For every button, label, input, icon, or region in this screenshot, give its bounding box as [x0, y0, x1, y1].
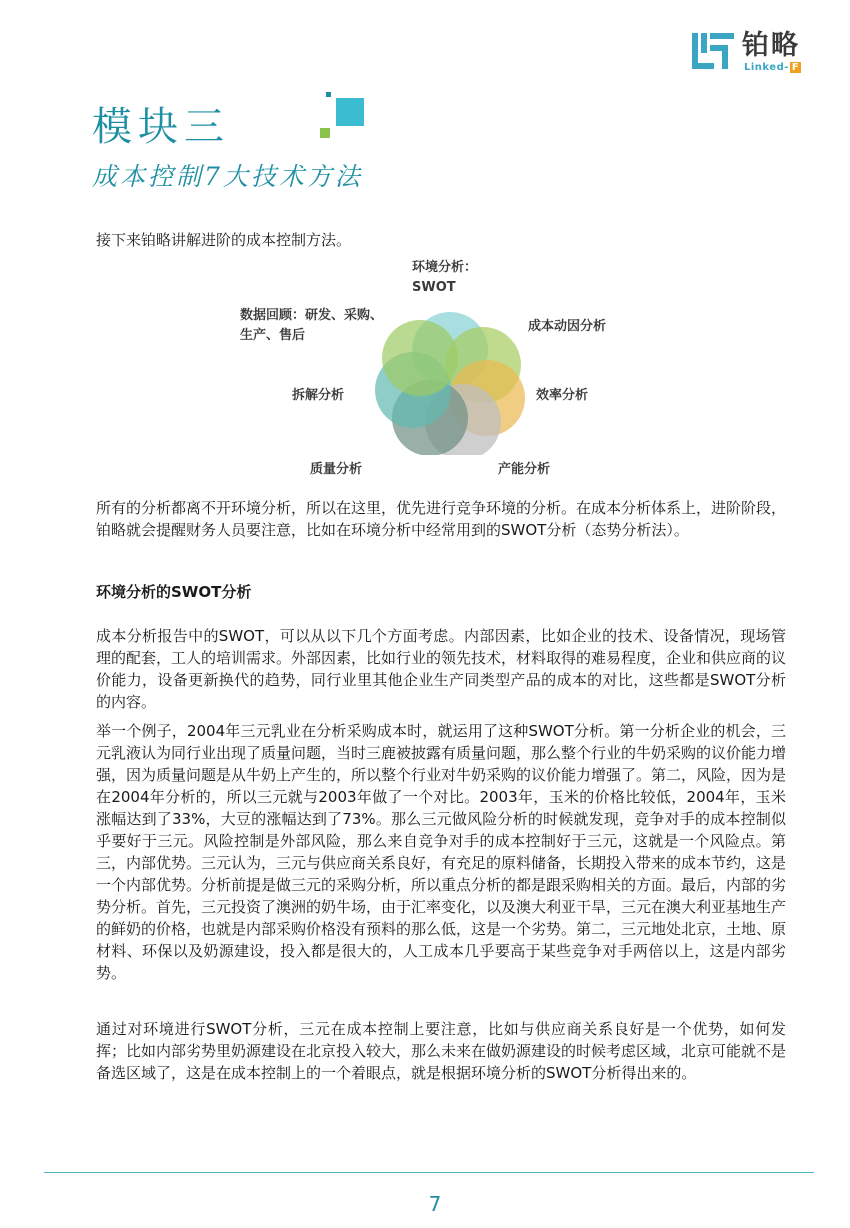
cost-analysis-diagram	[230, 255, 650, 490]
logo-subtitle: Linked- F	[744, 62, 800, 73]
diagram-label-efficiency: 效率分析	[536, 388, 589, 403]
paragraph-4: 通过对环境进行SWOT分析，三元在成本控制上要注意，比如与供应商关系良好是一个优势，如何发挥；比如内部劣势里奶源建设在北京投入较大，那么未来在做奶源建设的时候考虑区域，北京可能就不是备选区域了，这是在成本控制上的一个着眼点，就是根据环境分析的SWOT分析得出来的。	[96, 1020, 787, 1082]
paragraph-2: 成本分析报告中的SWOT，可以从以下几个方面考虑。内部因素，比如企业的技术、设备情况，现场管理的配套，工人的培训需求。外部因素，比如行业的领先技术，材料取得的难易程度，企业和供应商的议价能力，设备更新换代的趋势，同行业里其他企业生产同类型产品的成本的对比，这些都是SWOT分析的内容。	[96, 627, 787, 711]
diagram-label-cost-driver: 成本动因分析	[528, 319, 607, 334]
paragraph-1: 所有的分析都离不开环境分析，所以在这里，优先进行竞争环境的分析。在成本分析体系上，进阶阶段，铂略就会提醒财务人员要注意，比如在环境分析中经常用到的SWOT分析（态势分析法）。	[96, 499, 787, 539]
diagram-label-data-review: 数据回顾：研发、采购、 生产、售后	[240, 308, 384, 343]
page-number: 7	[428, 1192, 442, 1216]
diagram-label-breakdown: 拆解分析	[292, 388, 345, 403]
section-heading: 环境分析的SWOT分析	[96, 583, 252, 601]
intro-text: 接下来铂略讲解进阶的成本控制方法。	[96, 231, 352, 249]
diagram-label-quality: 质量分析	[310, 462, 363, 477]
diagram-label-swot: 环境分析： SWOT	[412, 260, 478, 295]
module-title: 模块三	[92, 104, 230, 150]
module-subtitle: 成本控制7大技术方法	[92, 162, 363, 191]
footer-divider	[44, 1172, 814, 1173]
logo-name: 铂略	[742, 30, 800, 61]
linked-f-logo-icon	[692, 33, 734, 69]
diagram-label-capacity: 产能分析	[498, 462, 551, 477]
decorative-squares-icon	[316, 90, 368, 146]
paragraph-3: 举一个例子，2004年三元乳业在分析采购成本时，就运用了这种SWOT分析。第一分析企业的机会，三元乳液认为同行业出现了质量问题，当时三鹿被披露有质量问题，那么整个行业的牛奶采购的议价能力增强，因为质量问题是从牛奶上产生的，所以整个行业对牛奶采购的议价能力增强了。第二，风险，因为是在2004年分析的，所以三元就与2003年做了一个对比。2003年，玉米的价格比较低，2004年，玉米涨幅达到了33%，大豆的涨幅达到了73%。那么三元做风险分析的时候就发现，竞争对手的成本控制似乎要好于三元。风险控制是外部风险，那么来自竞争对手的成本控制好于三元，这就是一个风险点。第三，内部优势。三元认为，三元与供应商关系良好，有充足的原料储备，长期投入带来的成本节约，这是一个内部优势。分析前提是做三元的采购分析，所以重点分析的都是跟采购相关的方面。最后，内部的劣势分析。首先，三元投资了澳洲的奶牛场，由于汇率变化，以及澳大利亚干旱，三元在澳大利亚基地生产的鲜奶的价格，也就是内部采购价格没有预料的那么低，这是一个劣势。第二，三元地处北京，土地、原材料、环保以及奶源建设，投入都是很大的，人工成本几乎要高于某些竞争对手两倍以上，这是内部劣势。	[96, 722, 787, 982]
overlapping-circles-graphic	[375, 310, 525, 455]
